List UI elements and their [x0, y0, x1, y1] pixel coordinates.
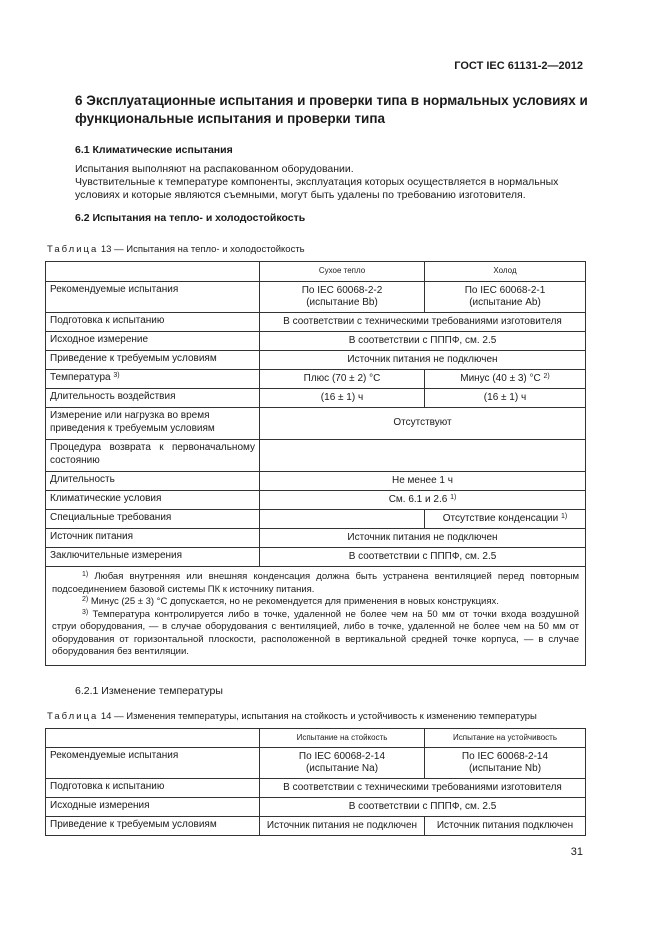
paragraph: Испытания выполняют на распакованном оборудовании.: [75, 163, 354, 175]
row-label: Специальные требования: [46, 510, 260, 529]
table-cell: Источник питания подключен: [425, 817, 586, 836]
table-cell: [260, 440, 586, 472]
table-row: [46, 262, 586, 282]
table-row: [46, 389, 586, 408]
row-label: Источник питания: [46, 529, 260, 548]
table-cell: (16 ± 1) ч: [260, 389, 425, 408]
footnote-mark: 1): [82, 571, 89, 578]
caption-prefix: Таблица: [47, 711, 99, 722]
footnote: [52, 609, 579, 659]
row-label: Рекомендуемые испытания: [46, 748, 260, 779]
row-label: Исходные измерения: [46, 798, 260, 817]
table-row: [46, 729, 586, 748]
table-cell: В соответствии с техническими требованиями изготовителя: [260, 313, 586, 332]
document-header: ГОСТ IEC 61131-2—2012: [454, 60, 583, 72]
table-row: [46, 748, 586, 779]
table-cell: В соответствии с техническими требованиями изготовителя: [260, 779, 586, 798]
table-cell: [260, 510, 425, 529]
paragraph: Чувствительные к температуре компоненты, эксплуатация которых осуществляется в нормальных условиях и которые являются съемными, могут быть удалены по требованию изготовителя.: [75, 176, 559, 201]
row-label: Рекомендуемые испытания: [46, 282, 260, 313]
caption-text: 13 — Испытания на тепло- и холодостойкость: [98, 244, 305, 255]
footnote-mark: 3): [82, 608, 89, 616]
row-label: Подготовка к испытанию: [46, 779, 260, 798]
footnote-ref: 3): [113, 372, 120, 379]
table-row: [46, 491, 586, 510]
cell-text: Отсутствие конденсации: [442, 512, 559, 524]
table-cell: В соответствии с ПППФ, см. 2.5: [260, 332, 586, 351]
section-6-title: 6 Эксплуатационные испытания и проверки типа в нормальных условиях и функциональные испытания и проверки типа: [75, 93, 588, 126]
table-row: [46, 817, 586, 836]
table-cell: [425, 748, 586, 779]
footnote-ref: 1): [561, 512, 568, 520]
footnote: [52, 596, 579, 609]
cell-line: По IEC 60068-2-14: [461, 750, 549, 762]
row-label: Длительность воздействия: [46, 389, 260, 408]
row-label: Заключительные измерения: [46, 548, 260, 567]
cell-text: Минус (40 ± 3) °С: [460, 372, 541, 384]
table-cell: Источник питания не подключен: [260, 529, 586, 548]
table-14-caption: [47, 711, 537, 722]
table-row: [46, 282, 586, 313]
table-row: [46, 472, 586, 491]
table-row: [46, 567, 586, 666]
column-header: Сухое тепло: [260, 262, 425, 282]
table-row: [46, 408, 586, 440]
cell-line: (испытание Ab): [469, 297, 541, 308]
table-footnotes: [46, 567, 586, 666]
table-cell: Плюс (70 ± 2) °С: [260, 370, 425, 389]
footnote-mark: 2): [82, 596, 89, 603]
row-label: Подготовка к испытанию: [46, 313, 260, 332]
cell-line: (испытание Nb): [468, 763, 542, 774]
row-label: Исходное измерение: [46, 332, 260, 351]
row-label: Приведение к требуемым условиям: [46, 817, 260, 836]
table-row: [46, 370, 586, 389]
table-row: [46, 351, 586, 370]
page-number: 31: [570, 846, 583, 858]
table-row: [46, 510, 586, 529]
row-label: Длительность: [46, 472, 260, 491]
table-cell: [425, 282, 586, 313]
footnote-text: Минус (25 ± 3) °С допускается, но не рекомендуется для применения в новых конструкциях.: [88, 596, 499, 607]
table-row: [46, 332, 586, 351]
table-cell: (16 ± 1) ч: [425, 389, 586, 408]
table-row: [46, 313, 586, 332]
cell-line: По IEC 60068-2-2: [301, 284, 383, 296]
footnote-text: Любая внутренняя или внешняя конденсация должна быть устранена вентиляцией перед повторным подсоединением базовой системы ПК к источнику питания.: [52, 571, 579, 595]
section-6-2-1-title: 6.2.1 Изменение температуры: [75, 685, 223, 697]
table-row: [46, 798, 586, 817]
section-6-2-title: 6.2 Испытания на тепло- и холодостойкость: [75, 212, 306, 224]
section-6-1-title: 6.1 Климатические испытания: [75, 144, 233, 156]
cell-line: По IEC 60068-2-14: [298, 750, 386, 762]
table-cell: [260, 282, 425, 313]
cell-line: (испытание Bb): [306, 297, 378, 308]
table-cell: [46, 729, 260, 748]
table-cell: Отсутствуют: [260, 408, 586, 440]
table-cell: В соответствии с ПППФ, см. 2.5: [260, 548, 586, 567]
row-label: Процедура возврата к первоначальному состоянию: [46, 440, 260, 472]
cell-text: См. 6.1 и 2.6: [388, 493, 448, 505]
table-cell: [425, 510, 586, 529]
table-cell: [46, 370, 260, 389]
table-row: [46, 779, 586, 798]
column-header: Испытание на стойкость: [260, 729, 425, 748]
column-header: Испытание на устойчивость: [425, 729, 586, 748]
table-cell: [46, 262, 260, 282]
footnote: [52, 571, 579, 596]
row-label: Измерение или нагрузка во время приведения к требуемым условиям: [46, 408, 260, 440]
table-cell: Не менее 1 ч: [260, 472, 586, 491]
cell-line: По IEC 60068-2-1: [464, 284, 546, 296]
table-13-caption: [47, 244, 305, 255]
table-cell: Источник питания не подключен: [260, 351, 586, 370]
cell-line: (испытание Na): [305, 763, 379, 774]
row-label: Приведение к требуемым условиям: [46, 351, 260, 370]
row-label: Климатические условия: [46, 491, 260, 510]
table-cell: Источник питания не подключен: [260, 817, 425, 836]
caption-text: 14 — Изменения температуры, испытания на стойкость и устойчивость к изменению температуры: [98, 711, 537, 722]
footnote-ref: 1): [450, 493, 457, 501]
table-cell: [260, 748, 425, 779]
row-label: Температура: [50, 372, 111, 383]
column-header: Холод: [425, 262, 586, 282]
table-row: [46, 548, 586, 567]
caption-prefix: Таблица: [47, 244, 99, 255]
table-13: [45, 261, 586, 666]
table-14: [45, 728, 586, 836]
table-row: [46, 440, 586, 472]
table-cell: В соответствии с ПППФ, см. 2.5: [260, 798, 586, 817]
table-cell: [260, 491, 586, 510]
section-6-1-text: [75, 163, 585, 202]
table-cell: [425, 370, 586, 389]
footnote-text: Температура контролируется либо в точке, удаленной не более чем на 50 мм от точки входа воздушной струи оборудования, — в случае оборудования с вентиляцией, либо в точке, удаленной не более чем на 50 мм от оборудования от горизонтальной плоскости, расположенной в вертикальной средней точке корпуса, — в случае оборудования без вентиляции.: [52, 608, 579, 657]
footnote-ref: 2): [543, 372, 550, 380]
table-row: [46, 529, 586, 548]
